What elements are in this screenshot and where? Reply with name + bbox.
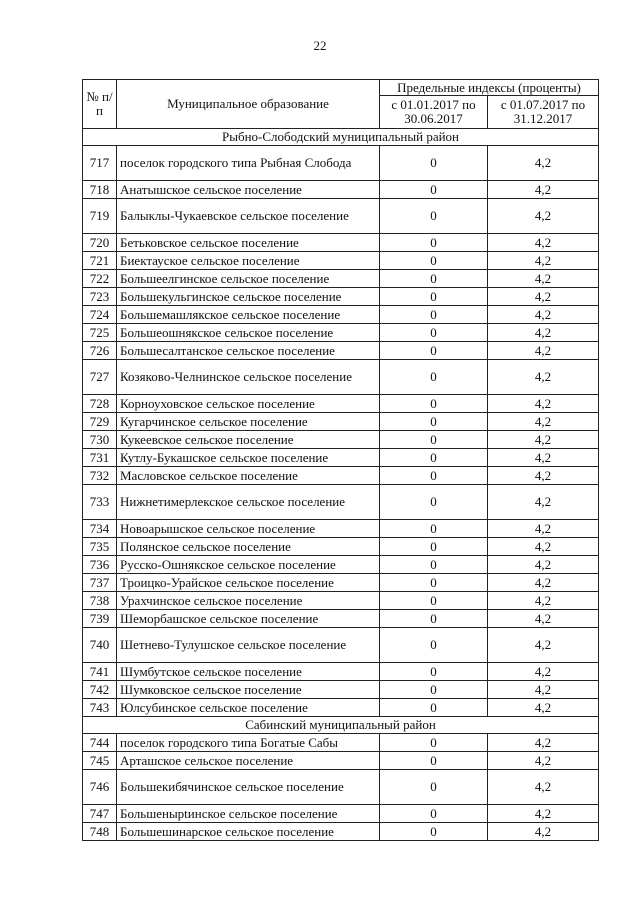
index-period-1: 0 [380,538,488,556]
index-period-1: 0 [380,752,488,770]
municipality-name: Корноуховское сельское поселение [117,395,380,413]
table-row [83,663,599,681]
index-period-1: 0 [380,485,488,520]
index-period-2: 4,2 [488,342,599,360]
header-period-1: с 01.01.2017 по 30.06.2017 [380,96,488,129]
row-number: 722 [83,270,117,288]
index-period-2: 4,2 [488,199,599,234]
index-period-1: 0 [380,449,488,467]
row-number: 746 [83,770,117,805]
table-row [83,805,599,823]
index-period-1: 0 [380,413,488,431]
table-row [83,449,599,467]
municipality-name: Бетьковское сельское поселение [117,234,380,252]
section-title: Сабинский муниципальный район [83,717,599,734]
section-title: Рыбно-Слободский муниципальный район [83,129,599,146]
table-row [83,306,599,324]
index-period-2: 4,2 [488,467,599,485]
index-period-2: 4,2 [488,288,599,306]
table-row [83,574,599,592]
row-number: 734 [83,520,117,538]
index-period-2: 4,2 [488,306,599,324]
index-period-2: 4,2 [488,628,599,663]
index-period-1: 0 [380,324,488,342]
municipality-name: Шетнево-Тулушское сельское поселение [117,628,380,663]
municipality-name: поселок городского типа Богатые Сабы [117,734,380,752]
table-row [83,234,599,252]
row-number: 723 [83,288,117,306]
table-row [83,699,599,717]
index-period-1: 0 [380,734,488,752]
index-period-1: 0 [380,360,488,395]
row-number: 720 [83,234,117,252]
index-period-2: 4,2 [488,556,599,574]
index-period-1: 0 [380,306,488,324]
row-number: 718 [83,181,117,199]
row-number: 738 [83,592,117,610]
index-period-2: 4,2 [488,805,599,823]
index-period-1: 0 [380,181,488,199]
row-number: 745 [83,752,117,770]
index-period-1: 0 [380,199,488,234]
table-row [83,681,599,699]
index-period-2: 4,2 [488,823,599,841]
municipality-name: Масловское сельское поселение [117,467,380,485]
municipality-name: Балыклы-Чукаевское сельское поселение [117,199,380,234]
index-period-2: 4,2 [488,449,599,467]
table-row [83,520,599,538]
table-row [83,360,599,395]
section-row [83,717,599,734]
index-table [82,79,599,841]
header-limit-indices: Предельные индексы (проценты) [380,80,599,96]
table-row [83,181,599,199]
index-period-1: 0 [380,146,488,181]
row-number: 733 [83,485,117,520]
table-row [83,610,599,628]
section-row [83,129,599,146]
index-period-2: 4,2 [488,538,599,556]
index-period-1: 0 [380,395,488,413]
table-body [83,129,599,841]
table-row [83,270,599,288]
table-row [83,770,599,805]
municipality-name: Шумковское сельское поселение [117,681,380,699]
table-row [83,538,599,556]
row-number: 725 [83,324,117,342]
index-period-1: 0 [380,610,488,628]
table-row [83,199,599,234]
index-period-1: 0 [380,288,488,306]
index-period-1: 0 [380,270,488,288]
table-row [83,146,599,181]
index-period-1: 0 [380,681,488,699]
index-period-2: 4,2 [488,360,599,395]
municipality-name: Кукеевское сельское поселение [117,431,380,449]
table-row [83,342,599,360]
index-period-1: 0 [380,823,488,841]
municipality-name: Большесалтанское сельское поселение [117,342,380,360]
index-period-2: 4,2 [488,592,599,610]
index-period-2: 4,2 [488,699,599,717]
row-number: 737 [83,574,117,592]
header-municipality: Муниципальное образование [117,80,380,129]
row-number: 743 [83,699,117,717]
table-row [83,592,599,610]
index-period-2: 4,2 [488,663,599,681]
index-period-2: 4,2 [488,252,599,270]
header-num: № п/п [83,80,117,129]
row-number: 748 [83,823,117,841]
index-period-1: 0 [380,234,488,252]
municipality-name: Арташское сельское поселение [117,752,380,770]
row-number: 736 [83,556,117,574]
municipality-name: Нижнетимерлекское сельское поселение [117,485,380,520]
index-period-1: 0 [380,699,488,717]
row-number: 728 [83,395,117,413]
index-period-1: 0 [380,520,488,538]
index-period-2: 4,2 [488,270,599,288]
table-row [83,395,599,413]
row-number: 726 [83,342,117,360]
index-period-2: 4,2 [488,431,599,449]
index-period-2: 4,2 [488,770,599,805]
row-number: 729 [83,413,117,431]
table-row [83,628,599,663]
table-row [83,431,599,449]
row-number: 735 [83,538,117,556]
row-number: 732 [83,467,117,485]
municipality-name: Большекульгинское сельское поселение [117,288,380,306]
municipality-name: Кугарчинское сельское поселение [117,413,380,431]
municipality-name: Троицко-Урайское сельское поселение [117,574,380,592]
index-period-2: 4,2 [488,146,599,181]
municipality-name: Анатышское сельское поселение [117,181,380,199]
row-number: 721 [83,252,117,270]
index-period-1: 0 [380,592,488,610]
header-period-2: с 01.07.2017 по 31.12.2017 [488,96,599,129]
page-number: 22 [313,38,327,53]
index-period-2: 4,2 [488,734,599,752]
municipality-name: Биектауское сельское поселение [117,252,380,270]
municipality-name: Кутлу-Букашское сельское поселение [117,449,380,467]
index-period-2: 4,2 [488,413,599,431]
municipality-name: Русско-Ошнякское сельское поселение [117,556,380,574]
index-period-1: 0 [380,342,488,360]
row-number: 731 [83,449,117,467]
municipality-name: Шеморбашское сельское поселение [117,610,380,628]
index-period-1: 0 [380,252,488,270]
index-period-2: 4,2 [488,520,599,538]
index-period-1: 0 [380,431,488,449]
table-row [83,556,599,574]
municipality-name: Козяково-Челнинское сельское поселение [117,360,380,395]
municipality-name: Полянское сельское поселение [117,538,380,556]
municipality-name: Урахчинское сельское поселение [117,592,380,610]
municipality-name: Шумбутское сельское поселение [117,663,380,681]
table-row [83,467,599,485]
row-number: 739 [83,610,117,628]
municipality-name: Большекибячинское сельское поселение [117,770,380,805]
index-period-1: 0 [380,556,488,574]
row-number: 740 [83,628,117,663]
index-period-2: 4,2 [488,234,599,252]
municipality-name: Большенырtинское сельское поселение [117,805,380,823]
index-period-2: 4,2 [488,681,599,699]
table-row [83,252,599,270]
index-period-1: 0 [380,663,488,681]
municipality-name: Новоарышское сельское поселение [117,520,380,538]
municipality-name: Юлсубинское сельское поселение [117,699,380,717]
table-row [83,288,599,306]
index-period-2: 4,2 [488,485,599,520]
index-period-2: 4,2 [488,752,599,770]
row-number: 724 [83,306,117,324]
row-number: 742 [83,681,117,699]
index-period-2: 4,2 [488,574,599,592]
table-row [83,413,599,431]
table-row [83,823,599,841]
row-number: 727 [83,360,117,395]
index-period-2: 4,2 [488,324,599,342]
row-number: 730 [83,431,117,449]
index-period-1: 0 [380,770,488,805]
row-number: 741 [83,663,117,681]
municipality-name: Большемашлякское сельское поселение [117,306,380,324]
municipality-name: Большеошнякское сельское поселение [117,324,380,342]
index-period-2: 4,2 [488,395,599,413]
table-row [83,485,599,520]
municipality-name: Большешинарское сельское поселение [117,823,380,841]
row-number: 717 [83,146,117,181]
table-row [83,734,599,752]
table-row [83,752,599,770]
row-number: 719 [83,199,117,234]
index-period-2: 4,2 [488,610,599,628]
index-period-1: 0 [380,628,488,663]
row-number: 747 [83,805,117,823]
row-number: 744 [83,734,117,752]
index-period-1: 0 [380,574,488,592]
municipality-name: поселок городского типа Рыбная Слобода [117,146,380,181]
index-period-2: 4,2 [488,181,599,199]
index-period-1: 0 [380,805,488,823]
municipality-name: Большеелгинское сельское поселение [117,270,380,288]
index-period-1: 0 [380,467,488,485]
table-row [83,324,599,342]
